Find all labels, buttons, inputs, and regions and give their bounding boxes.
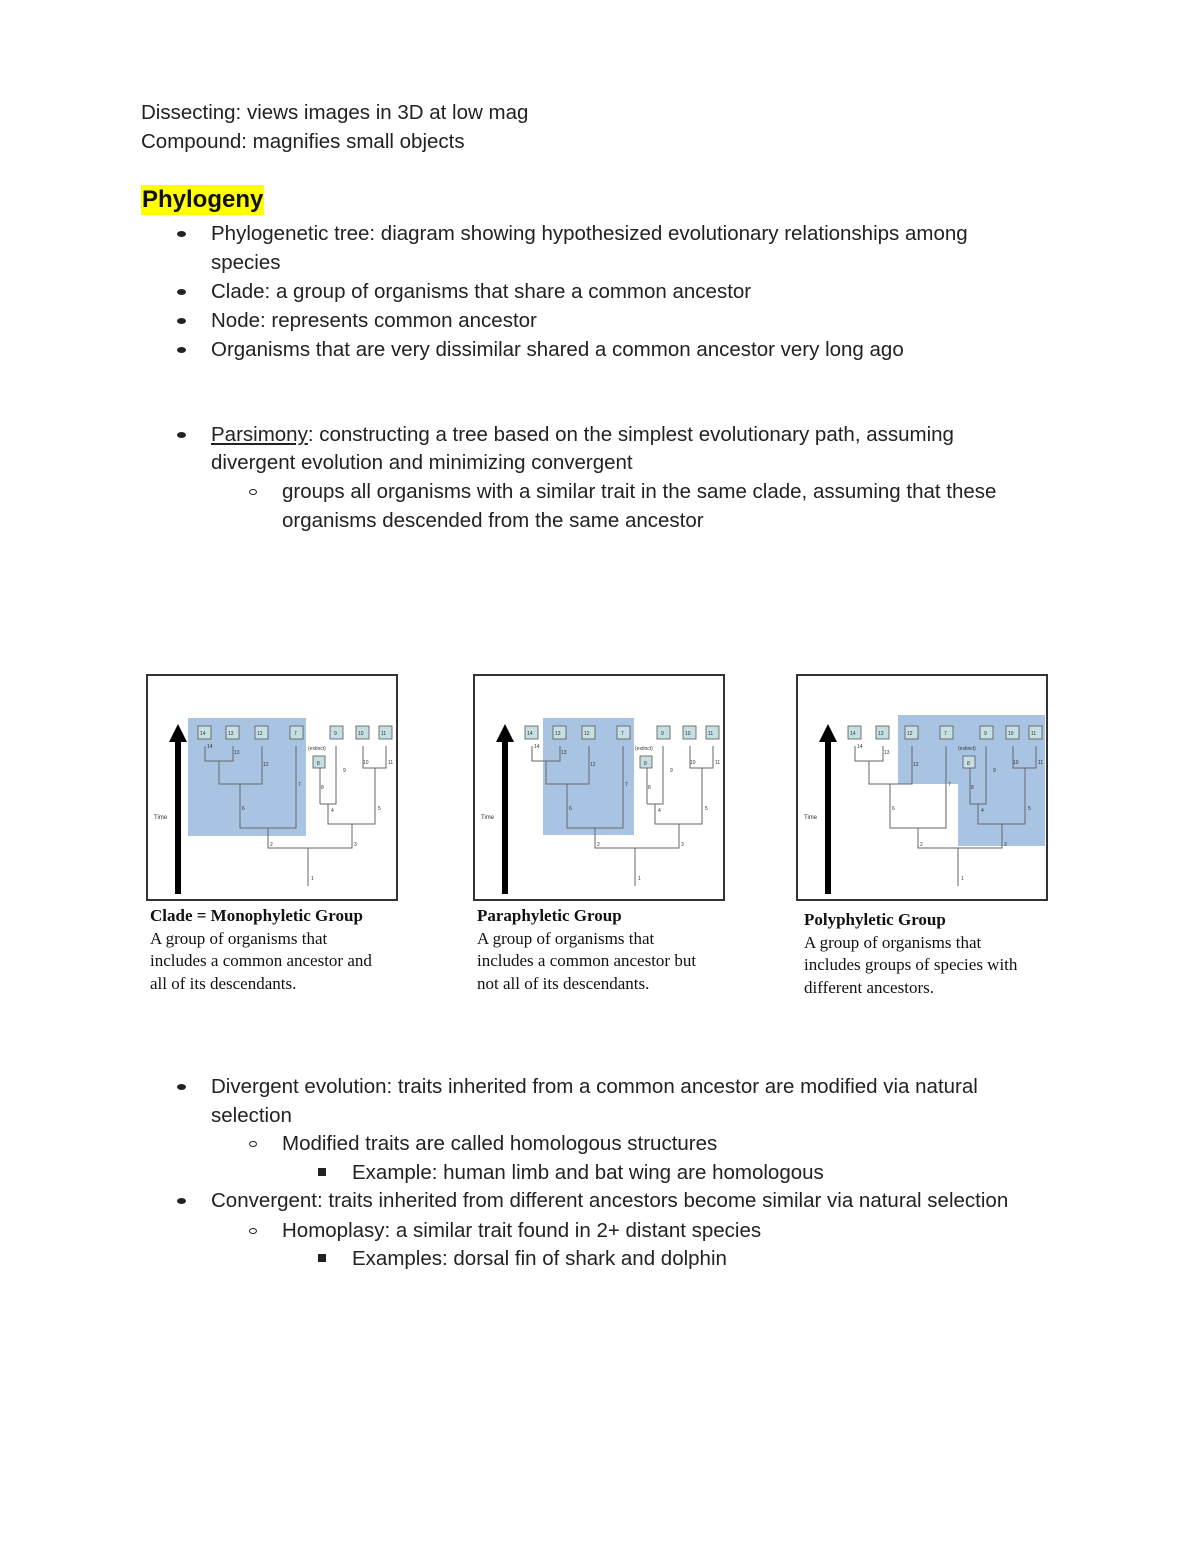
node-label: 14 <box>534 744 540 750</box>
tip-label: 9 <box>661 731 664 737</box>
tip-label: 12 <box>584 731 590 737</box>
tree-figure-polyphyletic <box>796 674 1048 901</box>
time-label: Time <box>481 815 495 821</box>
tip-label: 13 <box>878 731 884 737</box>
bullet-dot-icon <box>177 1084 186 1090</box>
parsimony-term: Parsimony <box>211 423 308 446</box>
node-label: 5 <box>378 806 381 812</box>
node-label: 1 <box>311 876 314 882</box>
tip-label: 11 <box>708 731 714 737</box>
tip-label: 13 <box>555 731 561 737</box>
tree-figure-monophyletic <box>146 674 398 901</box>
bullet-dot-icon <box>177 347 186 353</box>
node-label: 3 <box>681 842 684 848</box>
extinct-label: (extinct) <box>958 746 976 752</box>
section-heading: Phylogeny <box>142 186 264 213</box>
node-label: 7 <box>625 782 628 788</box>
node-label: 3 <box>1004 842 1007 848</box>
node-label: 12 <box>913 762 919 768</box>
node-label: 9 <box>993 768 996 774</box>
bullet-square-icon <box>318 1254 326 1262</box>
bullet-circle-icon <box>249 1141 257 1147</box>
node-label: 9 <box>343 768 346 774</box>
node-label: 10 <box>363 760 369 766</box>
bullet-square-icon <box>318 1168 326 1176</box>
tip-label: 7 <box>621 731 624 737</box>
node-label: 3 <box>354 842 357 848</box>
bullet-divergent: Divergent evolution: traits inherited from a common ancestor are modified via natural <box>211 1075 978 1098</box>
caption-title: Paraphyletic Group <box>477 906 622 925</box>
tip-label: 7 <box>944 731 947 737</box>
sub-sub-bullet-limb: Example: human limb and bat wing are homologous <box>352 1161 824 1184</box>
node-label: 2 <box>597 842 600 848</box>
bullet-dot-icon <box>177 231 186 237</box>
caption-title: Polyphyletic Group <box>804 910 946 929</box>
extinct-tip-label: 8 <box>967 761 970 767</box>
time-label: Time <box>804 815 818 821</box>
caption-line: includes groups of species with <box>804 955 1018 974</box>
sub-bullet-homoplasy: Homoplasy: a similar trait found in 2+ distant species <box>282 1219 762 1242</box>
node-label: 2 <box>920 842 923 848</box>
node-label: 14 <box>857 744 863 750</box>
node-label: 2 <box>270 842 273 848</box>
bullet-dot-icon <box>177 1198 186 1204</box>
node-label: 8 <box>971 785 974 791</box>
caption-title: Clade = Monophyletic Group <box>150 906 363 925</box>
caption-polyphyletic <box>804 909 1017 999</box>
tip-label: 12 <box>907 731 913 737</box>
node-label: 6 <box>892 806 895 812</box>
node-label: 1 <box>961 876 964 882</box>
node-label: 14 <box>207 744 213 750</box>
extinct-label: (extinct) <box>635 746 653 752</box>
intro-line-dissecting: Dissecting: views images in 3D at low mag <box>141 101 529 124</box>
bullet-phylogenetic-tree: Phylogenetic tree: diagram showing hypothesized evolutionary relationships among <box>211 222 968 245</box>
tip-label: 14 <box>850 731 856 737</box>
caption-monophyletic <box>150 905 372 995</box>
tip-label: 10 <box>358 731 364 737</box>
bullet-divergent-cont: selection <box>211 1104 292 1127</box>
tree-figure-paraphyletic <box>473 674 725 901</box>
bullet-dot-icon <box>177 432 186 438</box>
sub-bullet-parsimony-cont: organisms descended from the same ancestor <box>282 509 704 532</box>
tip-label: 9 <box>984 731 987 737</box>
bullet-circle-icon <box>249 1228 257 1234</box>
node-label: 9 <box>670 768 673 774</box>
caption-line: includes a common ancestor but <box>477 951 697 970</box>
sub-bullet-homologous: Modified traits are called homologous structures <box>282 1132 718 1155</box>
sub-sub-bullet-dorsal-fin: Examples: dorsal fin of shark and dolphin <box>352 1247 727 1270</box>
tip-label: 12 <box>257 731 263 737</box>
sub-bullet-parsimony: groups all organisms with a similar trait in the same clade, assuming that these <box>282 480 997 503</box>
caption-paraphyletic <box>477 905 696 995</box>
tip-label: 14 <box>527 731 533 737</box>
node-label: 12 <box>263 762 269 768</box>
node-label: 1 <box>638 876 641 882</box>
node-label: 8 <box>648 785 651 791</box>
bullet-dissimilar: Organisms that are very dissimilar shared a common ancestor very long ago <box>211 338 904 361</box>
caption-line: includes a common ancestor and <box>150 951 372 970</box>
bullet-phylogenetic-tree-cont: species <box>211 251 281 274</box>
node-label: 7 <box>948 782 951 788</box>
node-label: 10 <box>690 760 696 766</box>
caption-line: A group of organisms that <box>477 928 655 948</box>
node-label: 13 <box>561 750 567 756</box>
tip-label: 10 <box>1008 731 1014 737</box>
node-label: 5 <box>1028 806 1031 812</box>
tip-label: 11 <box>1031 731 1037 737</box>
node-label: 13 <box>234 750 240 756</box>
parsimony-definition: : constructing a tree based on the simplest evolutionary path, assuming <box>307 423 954 446</box>
node-label: 5 <box>705 806 708 812</box>
node-label: 11 <box>1038 760 1044 766</box>
tip-label: 11 <box>381 731 387 737</box>
bullet-parsimony <box>211 420 954 449</box>
bullet-node: Node: represents common ancestor <box>211 309 537 332</box>
extinct-tip-label: 8 <box>317 761 320 767</box>
tip-label: 13 <box>228 731 234 737</box>
bullet-dot-icon <box>177 289 186 295</box>
tip-label: 7 <box>294 731 297 737</box>
bullet-parsimony-cont: divergent evolution and minimizing convergent <box>211 451 633 474</box>
bullet-convergent: Convergent: traits inherited from different ancestors become similar via natural selection <box>211 1189 1009 1212</box>
node-label: 11 <box>715 760 721 766</box>
node-label: 6 <box>242 806 245 812</box>
caption-line: all of its descendants. <box>150 973 297 993</box>
caption-line: A group of organisms that <box>804 932 982 952</box>
node-label: 8 <box>321 785 324 791</box>
caption-line: not all of its descendants. <box>477 973 650 993</box>
bullet-clade: Clade: a group of organisms that share a common ancestor <box>211 280 752 303</box>
node-label: 4 <box>658 808 661 814</box>
node-label: 4 <box>981 808 984 814</box>
caption-line: A group of organisms that <box>150 928 328 948</box>
bullet-circle-icon <box>249 489 257 495</box>
node-label: 10 <box>1013 760 1019 766</box>
caption-line: different ancestors. <box>804 977 934 997</box>
extinct-label: (extinct) <box>308 746 326 752</box>
node-label: 6 <box>569 806 572 812</box>
tip-label: 9 <box>334 731 337 737</box>
node-label: 4 <box>331 808 334 814</box>
node-label: 11 <box>388 760 394 766</box>
time-label: Time <box>154 815 168 821</box>
tip-label: 14 <box>200 731 206 737</box>
tip-label: 10 <box>685 731 691 737</box>
node-label: 7 <box>298 782 301 788</box>
intro-line-compound: Compound: magnifies small objects <box>141 130 465 153</box>
node-label: 13 <box>884 750 890 756</box>
bullet-dot-icon <box>177 318 186 324</box>
extinct-tip-label: 8 <box>644 761 647 767</box>
node-label: 12 <box>590 762 596 768</box>
